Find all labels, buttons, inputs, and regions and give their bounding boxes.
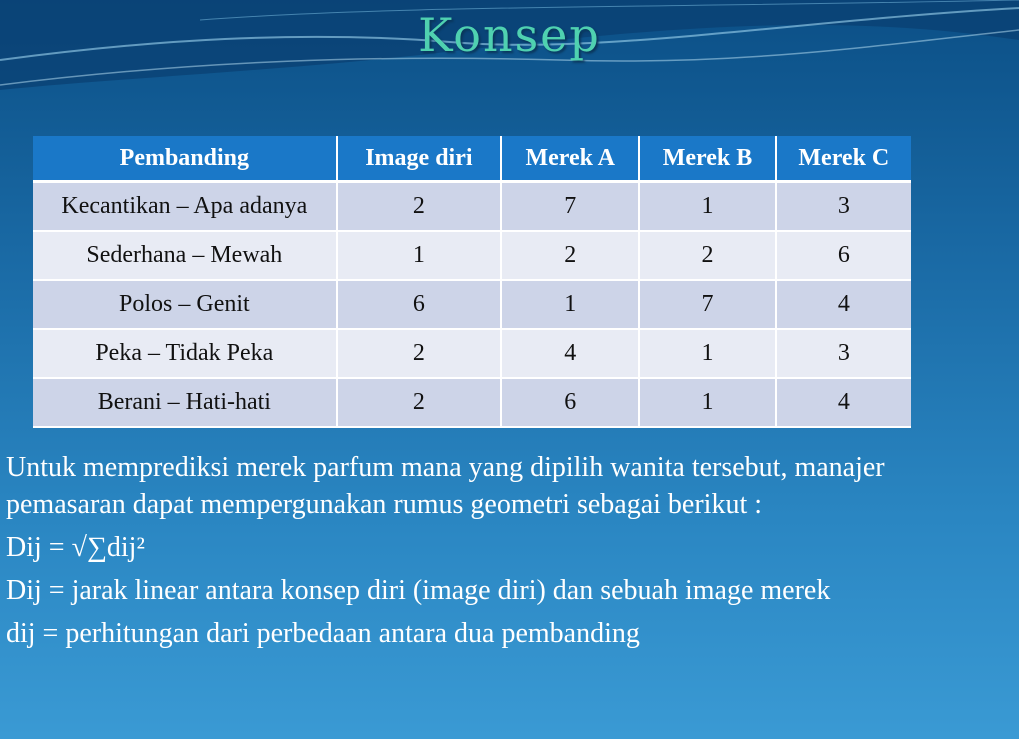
explanation-text	[6, 449, 1011, 652]
table-cell: 3	[776, 329, 911, 378]
table-cell: Kecantikan – Apa adanya	[33, 182, 337, 232]
table-header-row	[33, 136, 911, 182]
table-cell: 3	[776, 182, 911, 232]
header-merek-b: Merek B	[639, 136, 775, 182]
table-cell: 2	[639, 231, 775, 280]
table-cell: 7	[501, 182, 639, 232]
comparison-table	[33, 136, 911, 428]
definition-dij-upper: Dij = jarak linear antara konsep diri (image diri) dan sebuah image merek	[6, 575, 831, 606]
table-cell: 6	[337, 280, 501, 329]
table-row	[33, 182, 911, 232]
formula-line: Dij = √∑dij²	[6, 532, 145, 563]
header-merek-c: Merek C	[776, 136, 911, 182]
table-cell: 6	[501, 378, 639, 427]
table-cell: 2	[337, 329, 501, 378]
intro-paragraph: Untuk memprediksi merek parfum mana yang dipilih wanita tersebut, manajer pemasaran dapat mempergunakan rumus geometri sebagai berikut :	[6, 452, 885, 520]
table-row	[33, 378, 911, 427]
table-cell: 6	[776, 231, 911, 280]
table-row	[33, 280, 911, 329]
definition-dij-lower: dij = perhitungan dari perbedaan antara dua pembanding	[6, 618, 640, 649]
table-cell: Peka – Tidak Peka	[33, 329, 337, 378]
header-merek-a: Merek A	[501, 136, 639, 182]
table-cell: 7	[639, 280, 775, 329]
table-cell: 1	[501, 280, 639, 329]
table-row	[33, 231, 911, 280]
header-image-diri: Image diri	[337, 136, 501, 182]
table-cell: 4	[501, 329, 639, 378]
table-cell: 1	[639, 329, 775, 378]
table-cell: 4	[776, 280, 911, 329]
header-pembanding: Pembanding	[33, 136, 337, 182]
table-row	[33, 329, 911, 378]
table-cell: 4	[776, 378, 911, 427]
table-cell: Polos – Genit	[33, 280, 337, 329]
table-cell: Sederhana – Mewah	[33, 231, 337, 280]
table-cell: 2	[337, 182, 501, 232]
table-cell: 2	[337, 378, 501, 427]
table-cell: Berani – Hati-hati	[33, 378, 337, 427]
table-cell: 1	[639, 378, 775, 427]
slide-title: Konsep	[418, 8, 601, 62]
table-cell: 1	[337, 231, 501, 280]
table-cell: 1	[639, 182, 775, 232]
table-cell: 2	[501, 231, 639, 280]
